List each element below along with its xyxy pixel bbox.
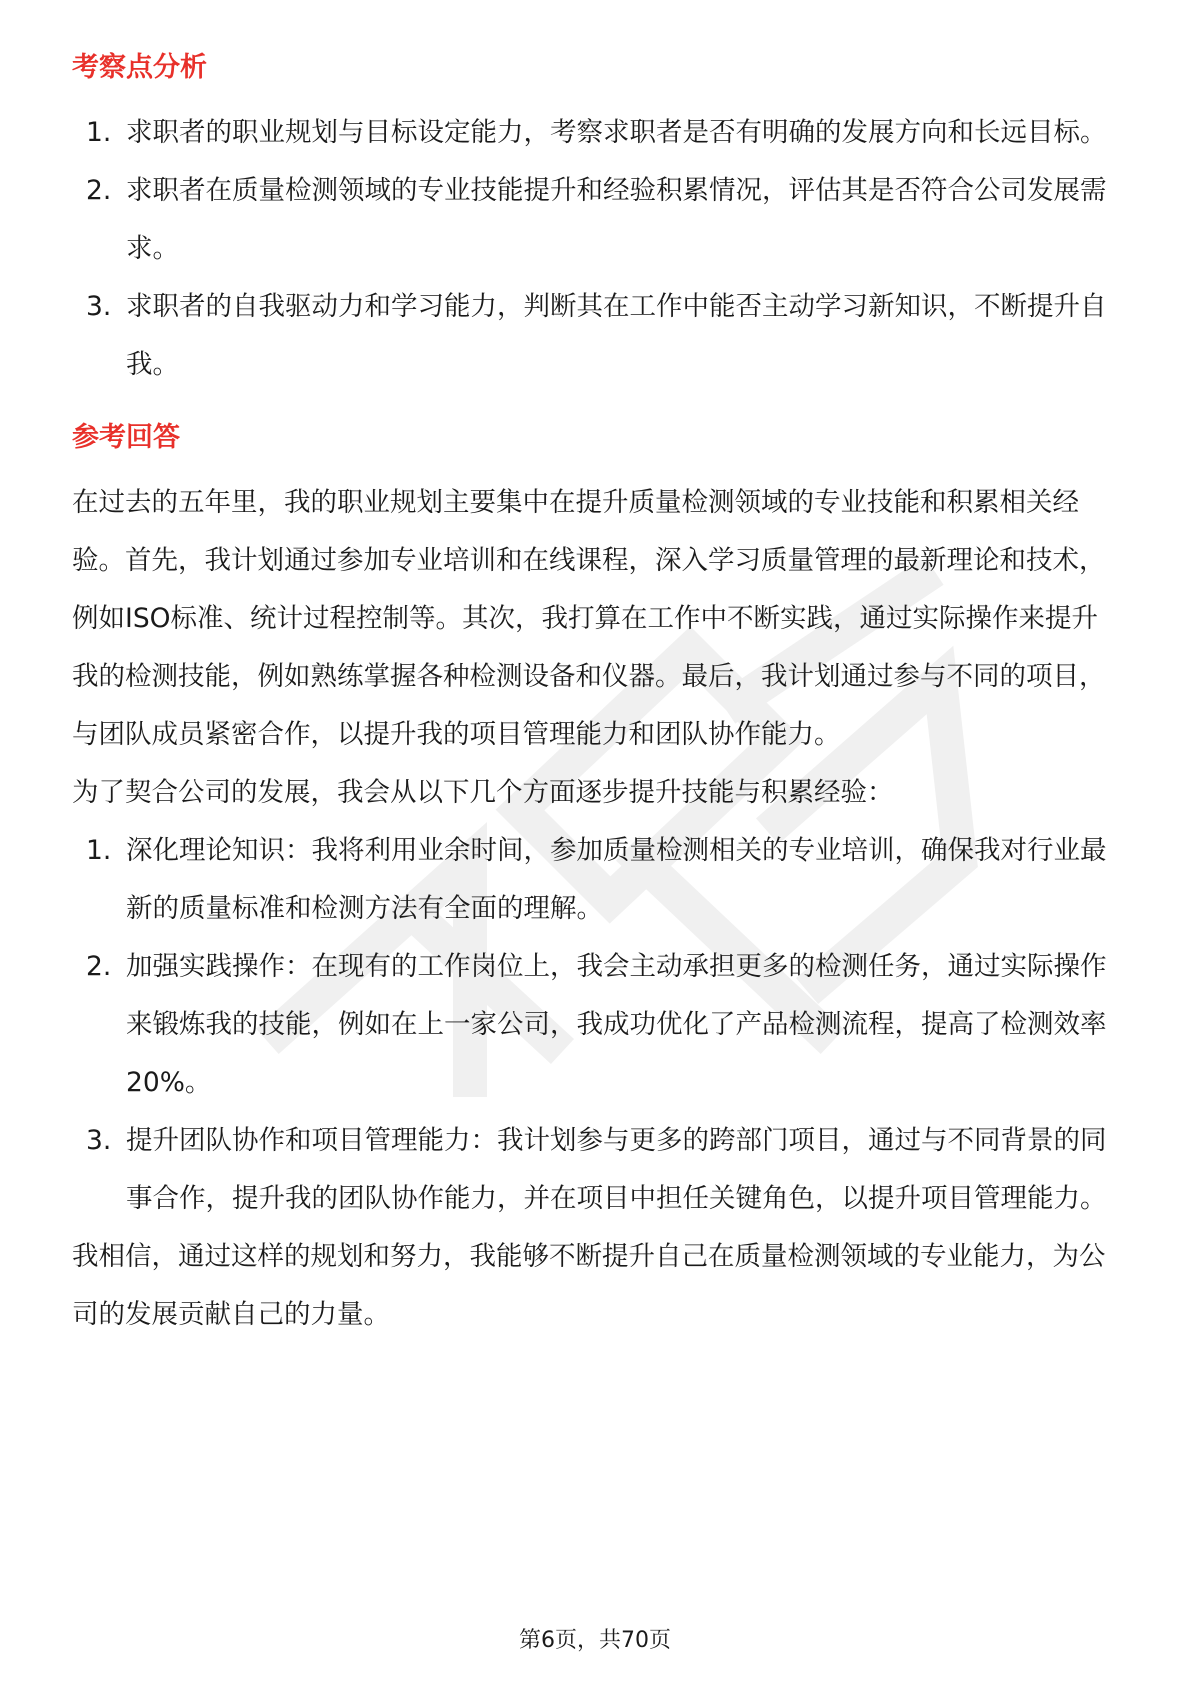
list-item-text: 加强实践操作：在现有的工作岗位上，我会主动承担更多的检测任务，通过实际操作来锻炼我的技能，例如在上一家公司，我成功优化了产品检测流程，提高了检测效率20%。: [126, 951, 1107, 1098]
list-item: [72, 938, 1120, 1112]
analysis-list: [72, 104, 1120, 394]
list-number: 3.: [86, 291, 112, 322]
answer-paragraph-3: 我相信，通过这样的规划和努力，我能够不断提升自己在质量检测领域的专业能力，为公司的发展贡献自己的力量。: [72, 1241, 1106, 1330]
list-item: [72, 104, 1120, 162]
list-item-text: 深化理论知识：我将利用业余时间，参加质量检测相关的专业培训，确保我对行业最新的质量标准和检测方法有全面的理解。: [126, 835, 1107, 924]
section-title-analysis: 考察点分析: [72, 52, 207, 83]
list-item-text: 求职者的职业规划与目标设定能力，考察求职者是否有明确的发展方向和长远目标。: [126, 117, 1107, 148]
answer-paragraph-1: 在过去的五年里，我的职业规划主要集中在提升质量检测领域的专业技能和积累相关经验。首先，我计划通过参加专业培训和在线课程，深入学习质量管理的最新理论和技术，例如ISO标准、统计过程控制等。其次，我打算在工作中不断实践，通过实际操作来提升我的检测技能，例如熟练掌握各种检测设备和仪器。最后，我计划通过参与不同的项目，与团队成员紧密合作，以提升我的项目管理能力和团队协作能力。: [72, 487, 1106, 750]
list-number: 2.: [86, 175, 112, 206]
list-item-text: 求职者的自我驱动力和学习能力，判断其在工作中能否主动学习新知识，不断提升自我。: [126, 291, 1107, 380]
page-number-footer: 第6页，共70页: [519, 1628, 671, 1653]
document-page: [72, 48, 1120, 1344]
answer-list: [72, 822, 1120, 1228]
section-title-answer: 参考回答: [72, 422, 180, 453]
list-number: 2.: [86, 951, 112, 982]
list-item: [72, 162, 1120, 278]
list-item-text: 求职者在质量检测领域的专业技能提升和经验积累情况，评估其是否符合公司发展需求。: [126, 175, 1107, 264]
list-number: 3.: [86, 1125, 112, 1156]
list-item: [72, 1112, 1120, 1228]
list-item: [72, 822, 1120, 938]
list-item: [72, 278, 1120, 394]
list-item-text: 提升团队协作和项目管理能力：我计划参与更多的跨部门项目，通过与不同背景的同事合作，提升我的团队协作能力，并在项目中担任关键角色，以提升项目管理能力。: [126, 1125, 1107, 1214]
list-number: 1.: [86, 117, 112, 148]
list-number: 1.: [86, 835, 112, 866]
answer-paragraph-2: 为了契合公司的发展，我会从以下几个方面逐步提升技能与积累经验：: [72, 777, 894, 808]
